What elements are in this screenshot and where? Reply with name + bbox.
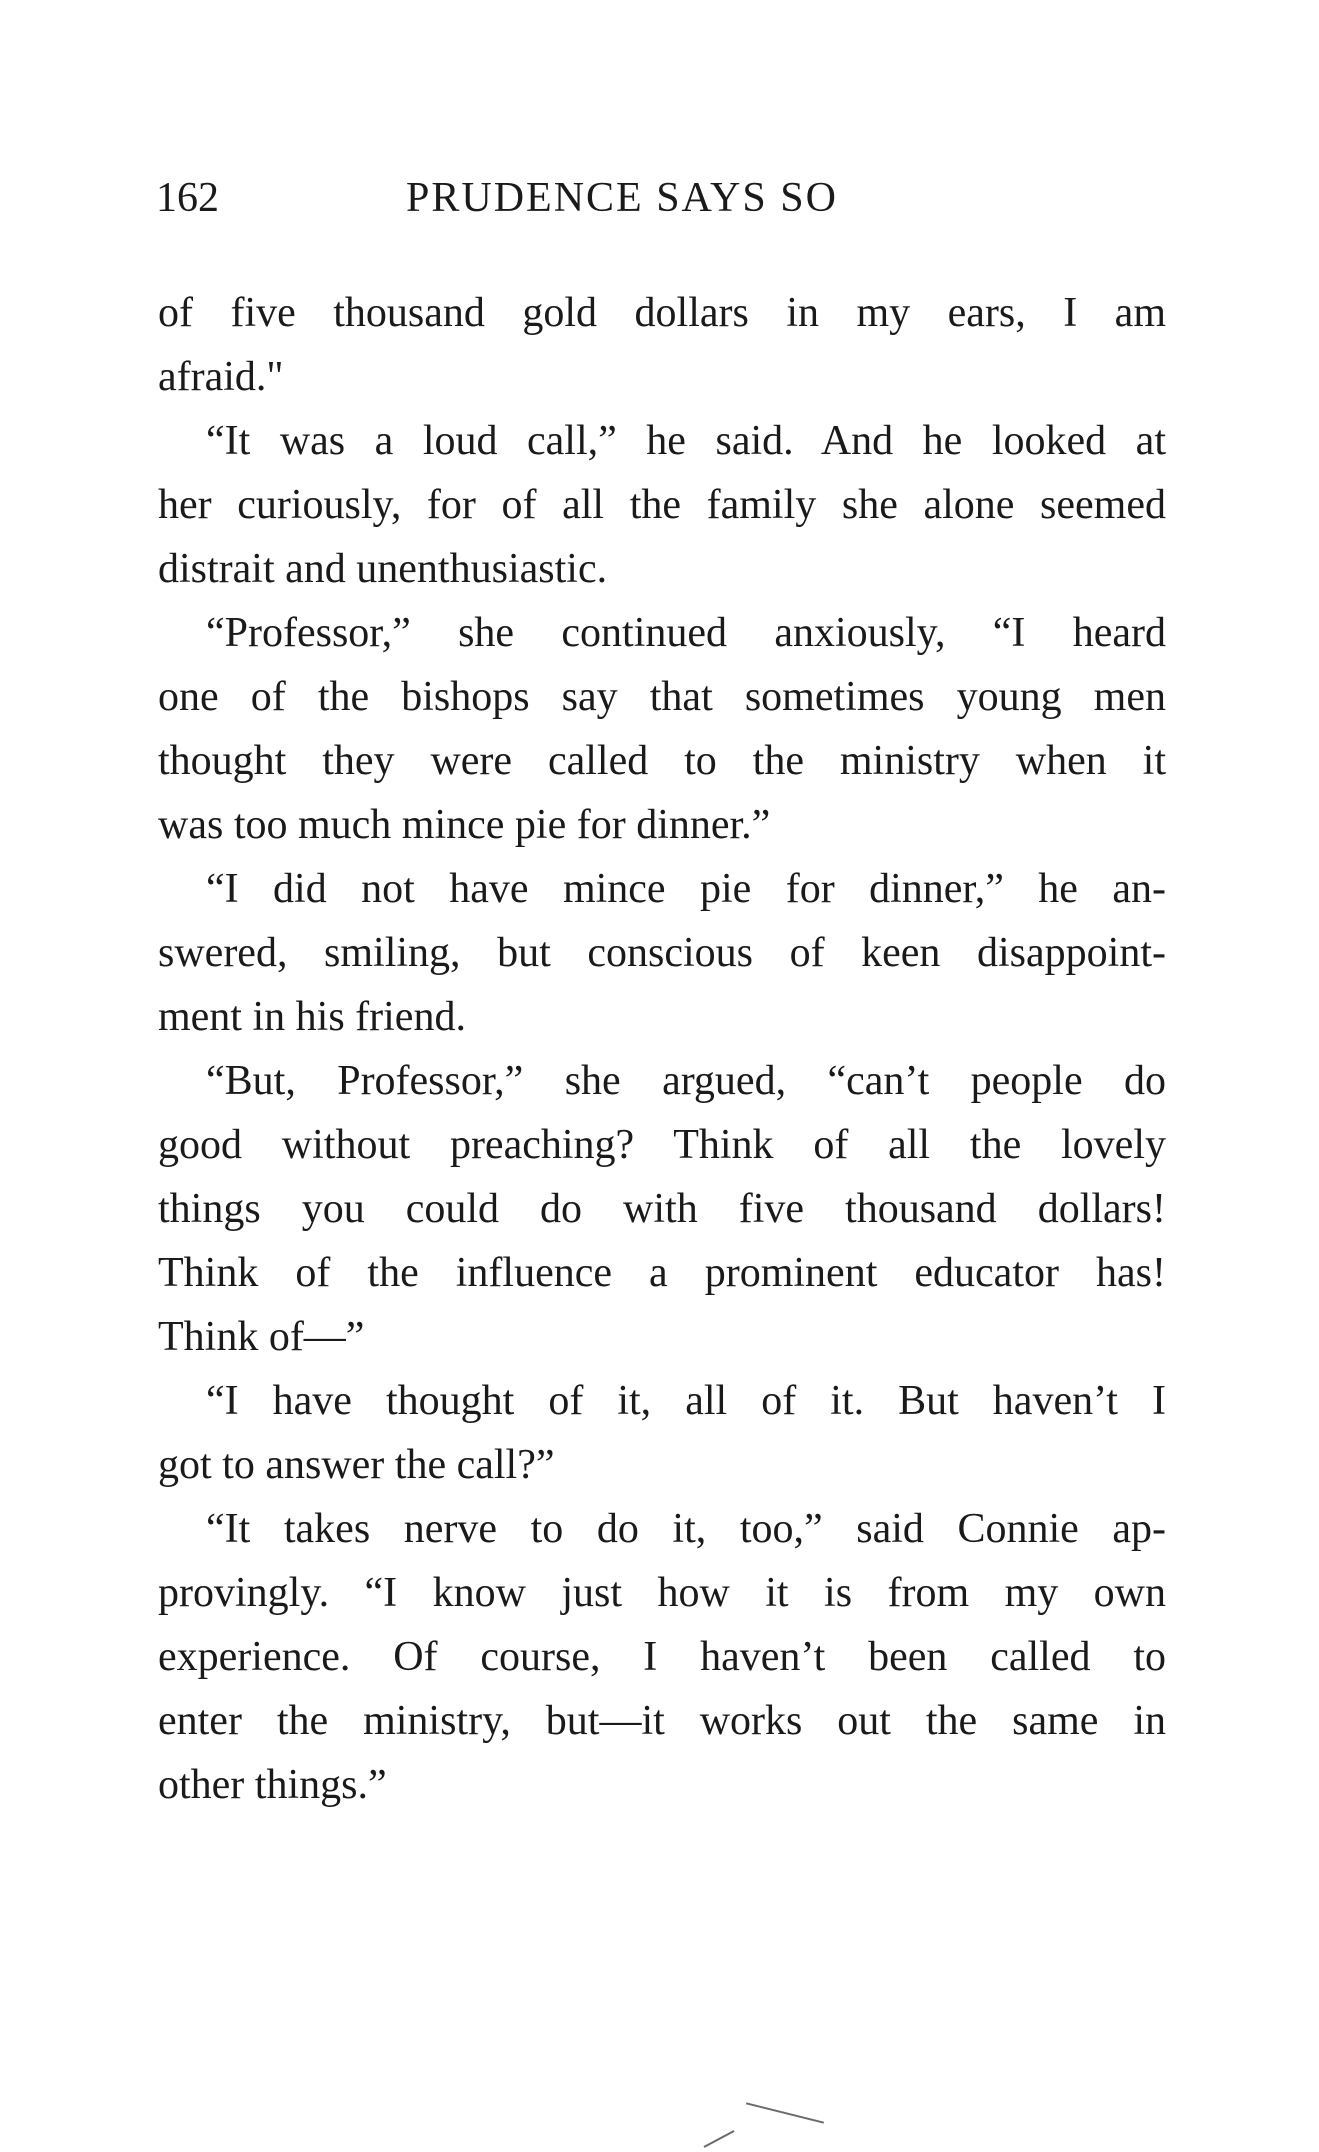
page-number: 162 — [156, 175, 219, 221]
text-line: was too much mince pie for dinner.” — [158, 802, 771, 848]
text-line: “It was a loud call,” he said. And he looked at — [206, 418, 1166, 464]
text-line: of five thousand gold dollars in my ears, I am — [158, 290, 1166, 336]
scan-mark — [704, 2130, 735, 2148]
text-line: Think of the influence a prominent educator has! — [158, 1250, 1166, 1296]
text-line: experience. Of course, I haven’t been called to — [158, 1634, 1166, 1680]
running-title: PRUDENCE SAYS SO — [406, 175, 838, 221]
text-line: provingly. “I know just how it is from my own — [158, 1570, 1166, 1616]
text-line: “But, Professor,” she argued, “can’t people do — [206, 1058, 1166, 1104]
text-line: thought they were called to the ministry when it — [158, 738, 1166, 784]
text-line: other things.” — [158, 1762, 387, 1808]
text-line: things you could do with five thousand dollars! — [158, 1186, 1166, 1232]
text-line: “I have thought of it, all of it. But haven’t I — [206, 1378, 1166, 1424]
body-text — [158, 281, 1166, 1817]
text-line: “It takes nerve to do it, too,” said Connie ap- — [206, 1506, 1166, 1552]
scan-mark — [746, 2102, 824, 2123]
text-line: afraid." — [158, 354, 284, 400]
text-line: one of the bishops say that sometimes young men — [158, 674, 1166, 720]
text-line: Think of—” — [158, 1314, 365, 1360]
text-line: “Professor,” she continued anxiously, “I heard — [206, 610, 1166, 656]
text-line: her curiously, for of all the family she alone seemed — [158, 482, 1166, 528]
text-line: distrait and unenthusiastic. — [158, 546, 608, 592]
text-line: got to answer the call?” — [158, 1442, 555, 1488]
text-line: ment in his friend. — [158, 994, 466, 1040]
text-line: enter the ministry, but—it works out the same in — [158, 1698, 1166, 1744]
text-line: “I did not have mince pie for dinner,” he an- — [206, 866, 1166, 912]
text-line: swered, smiling, but conscious of keen disappoint- — [158, 930, 1166, 976]
text-line: good without preaching? Think of all the lovely — [158, 1122, 1166, 1168]
running-head — [156, 168, 1166, 228]
